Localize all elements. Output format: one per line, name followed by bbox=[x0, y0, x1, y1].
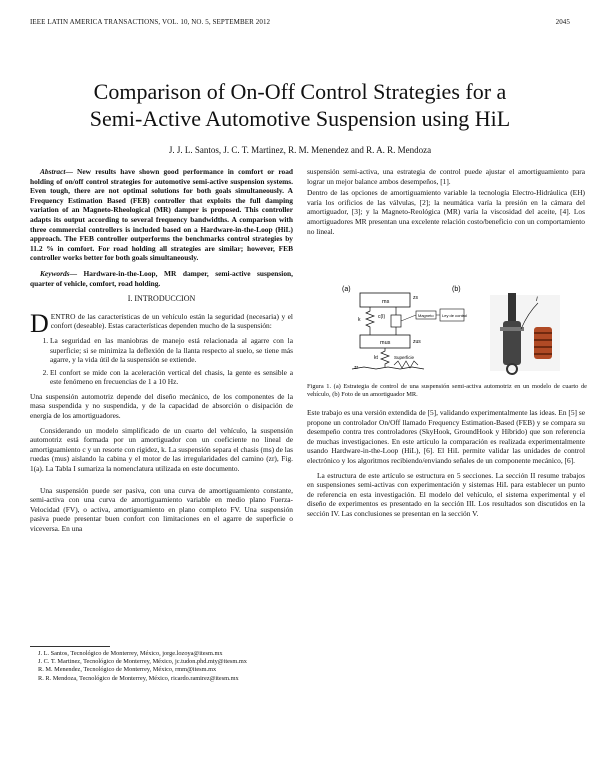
section-heading-introduction: I. INTRODUCCION bbox=[127, 294, 196, 304]
footnote: R. R. Mendoza, Tecnológico de Monterrey, México, ricardo.ramirez@itesm.mx bbox=[38, 674, 239, 682]
abstract-text: — New results have shown good performance in comfort or road holding of on/off control strategies for automotive semi-active suspension systems. Even tough, there are not optimal solutions for both goals simultaneously. A Frequency Estimation Based (FEB) controller that exploits the full damping variation of an Magneto-Rheological (MR) damper is proposed. This controller adapts its output according to several frequency bandwidths. A comparison with three commercial controllers is included based on a Hardware-in-the-Loop (HiL) approach. The FEB controller outperforms the benchmarks control strategies by 11.2 % in comfort. For road holding all strategies are similar; however, FEB controller works better for both goals simultaneously. bbox=[30, 167, 293, 263]
unsprung-mass-label: mus bbox=[380, 340, 391, 346]
figure-1 bbox=[312, 283, 584, 391]
footnote: J. C. T. Martinez, Tecnológico de Monterrey, México, jc.tudon.phd.mty@itesm.mx bbox=[38, 658, 247, 666]
right-column-top bbox=[307, 167, 585, 241]
damper-body bbox=[391, 315, 401, 327]
surface-label: Superficie bbox=[394, 355, 415, 360]
intro-paragraph-4: Una suspensión puede ser pasiva, con una curva de amortiguamiento constante, semi-activa con una curva de amortiguamiento variable en medio plano Fuerza-Velocidad (FV), o activa, amortiguamiento en plano completo FV. Una suspensión pasiva puede presentar buen confort con limitaciones en el agarre de superficie o viceversa. En una bbox=[30, 485, 293, 533]
title-line-2: Semi-Active Automotive Suspension using HiL bbox=[89, 106, 511, 131]
control-law-label: Ley de control bbox=[442, 313, 468, 318]
keywords bbox=[30, 269, 293, 288]
authors: J. J. L. Santos, J. C. T. Martinez, R. M. Menendez and R. A. R. Mendoza bbox=[168, 145, 432, 155]
damper-rod-photo bbox=[508, 293, 516, 323]
page-number: 2045 bbox=[555, 18, 570, 26]
suspension-spring bbox=[366, 307, 374, 335]
right-paragraph-1: suspensión semi-activa, una estrategia de control puede ajustar el amortiguamiento para lograr un mejor balance ambos desempeños, [1]. bbox=[307, 167, 585, 186]
paper-title bbox=[30, 78, 570, 132]
k-label: k bbox=[358, 317, 361, 323]
footnote-divider bbox=[30, 646, 110, 647]
abstract-label: Abstract bbox=[40, 167, 66, 176]
figure-1-caption: Figura 1. (a) Estrategia de control de una suspensión semi-activa automotriz en un modelo de cuarto de vehículo, (b) Foto de un amortiguador MR. bbox=[307, 383, 587, 399]
footnote: R. M. Menendez, Tecnológico de Monterrey, México, rmm@itesm.mx bbox=[38, 666, 217, 674]
left-column bbox=[30, 167, 293, 539]
road-profile bbox=[352, 367, 424, 369]
control-arrow-1 bbox=[401, 315, 416, 321]
right-column-bottom bbox=[307, 408, 585, 524]
footnotes bbox=[30, 650, 293, 683]
intro-text-1: ENTRO de las características de un vehículo están la seguridad (necesaria) y el confort (deseable). Estas características dependen mucho de la suspensión: bbox=[50, 311, 293, 331]
figure-label-b: (b) bbox=[452, 286, 461, 293]
zus-label: zus bbox=[413, 339, 421, 345]
tire-spring bbox=[381, 348, 389, 367]
current-label: I bbox=[536, 297, 538, 303]
magneto-label: Magneto bbox=[418, 313, 434, 318]
zr-label: zr bbox=[354, 365, 359, 371]
mr-damper-photo bbox=[490, 293, 560, 374]
figure-1-diagram bbox=[312, 283, 584, 383]
list-item: 1. La seguridad en las maniobras de manejo está relacionada al agarre con la superficie; si se minimiza la deflexión de la llanta respecto al suelo, se tiene más agarre, y la vida útil de la suspensión se extiende. bbox=[50, 336, 293, 365]
journal-header: IEEE LATIN AMERICA TRANSACTIONS, VOL. 10, NO. 5, SEPTEMBER 2012 bbox=[30, 18, 271, 26]
damping-label: c(I) bbox=[378, 314, 386, 320]
figure-label-a: (a) bbox=[342, 286, 351, 293]
list-item: 2. El confort se mide con la aceleración vertical del chasis, la gente es sensible a este fenómeno en frecuencias de 1 a 10 Hz. bbox=[50, 368, 293, 387]
footnote: J. L. Santos, Tecnológico de Monterrey, México, jorge.lozoya@itesm.mx bbox=[38, 650, 223, 657]
intro-paragraph-2: Una suspensión automotriz depende del diseño mecánico, de los componentes de la masa suspendida y no suspendida, y de la capacidad de absorción o disipación de energía de los amortiguadores. bbox=[30, 391, 293, 421]
keywords-text: — Hardware-in-the-Loop, MR damper, semi-active suspension, quarter of vehicle, comfort, road holding. bbox=[30, 268, 293, 288]
abstract bbox=[30, 167, 293, 263]
intro-paragraph-1 bbox=[30, 308, 293, 338]
intro-paragraph-3: Considerando un modelo simplificado de un cuarto del vehículo, la suspensión automotriz está formada por un amortiguador con un coeficiente no lineal de amortiguamiento c y un resorte con rigidez, k. La suspensión separa el chasis (ms) de las ruedas (mus) aislando la cabina y el motor de las irregularidades del camino (zr), Fig. 1(a). La Tabla I sumariza la nomenclatura utilizada en este documento. bbox=[30, 425, 293, 474]
damper-ring-photo bbox=[500, 327, 524, 331]
title-line-1: Comparison of On-Off Control Strategies for a bbox=[93, 79, 507, 104]
intro-list bbox=[30, 336, 293, 387]
right-paragraph-2: Dentro de las opciones de amortiguamiento variable la tecnología Electro-Hidráulica (EH) varía los orificios de las válvulas, [2]; la neumática varía la presión en la cámara del amortiguador, [3]; y la Magneto-Reológica (MR) varía la viscosidad del aceite, [4]. Los amortiguadores MR presentan una excelente relación costo/beneficio con un comportamiento no lineal. bbox=[307, 188, 585, 236]
road-signal bbox=[394, 361, 418, 368]
keywords-label: Keywords bbox=[40, 268, 70, 278]
drop-cap: D bbox=[30, 308, 49, 338]
right-paragraph-4: La estructura de este artículo se estructura en 5 secciones. La sección II resume trabajos en suspensiones semi-activas con experimentación y sistemas HiL para establecer un punto de referencia en esta investigación. El modelo del vehículo, el sistema experimental y el diseño de experimentos es presentado en la sección III. Los resultados son discutidos en la sección IV. Las conclusiones se presentan en la sección V. bbox=[307, 470, 585, 518]
kt-label: kt bbox=[374, 355, 378, 361]
right-paragraph-3: Este trabajo es una versión extendida de [5], validando experimentalmente las ideas. En [5] se propone un controlador On/Off llamado Frequency Estimation-Based (FEB) y se compara su desempeño contra tres controladores (SkyHook, GroundHook y Híbrido) que son referencia de muchas investigaciones. En este artículo la comparación es realizada experimentalmente usando Hardware-in-the-Loop (HiL), [6]. El HiL permite validar las unidades de control electrónico y los algoritmos recibiendo/enviando señales de un componente mecánico, [6]. bbox=[307, 408, 585, 465]
sprung-mass-label: ms bbox=[382, 299, 390, 305]
zs-label: zs bbox=[413, 295, 418, 301]
